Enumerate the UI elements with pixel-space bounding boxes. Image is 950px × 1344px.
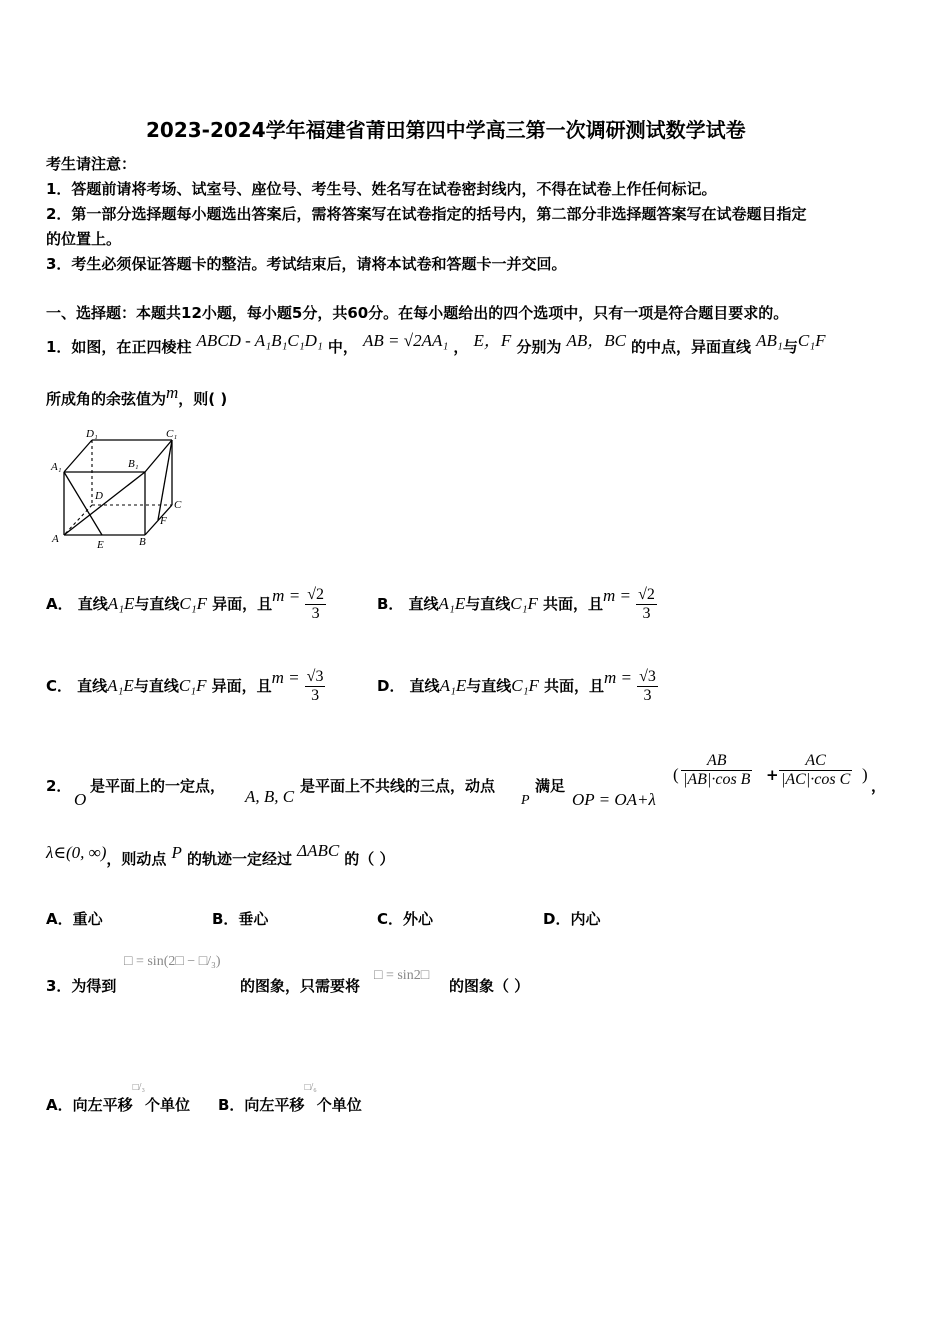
option-letter: C．: [46, 677, 73, 695]
q1-condition: AB = √2AA₁: [363, 331, 449, 350]
option-text: 与直线: [133, 677, 179, 695]
page-title: 2023-2024学年福建省莆田第四中学高三第一次调研测试数学试卷: [146, 118, 746, 142]
label-A: A: [52, 533, 59, 545]
q2-O: O: [74, 790, 87, 809]
q3-option-b-left: B．向左平移: [218, 1096, 305, 1114]
q1-prism: ABCD - A₁B₁C₁D₁: [196, 331, 323, 350]
frac1-den: |AB|·cos B: [683, 771, 751, 788]
q2-P2: P: [171, 843, 182, 862]
q1-option-a[interactable]: [46, 586, 326, 623]
option-text: 直线: [77, 595, 108, 613]
q3-text-2: 的图象，只需要将: [240, 977, 361, 995]
option-text: 直线: [77, 677, 108, 695]
q1-option-d[interactable]: [377, 668, 658, 705]
q2-text-6: 的（ ）: [344, 850, 395, 868]
q2-triangle: ΔABC: [297, 841, 340, 860]
option-line-2: C₁F: [178, 676, 207, 695]
q2-number: 2．: [46, 777, 72, 795]
label-E: E: [97, 539, 104, 551]
q1-ab1: AB₁: [756, 331, 783, 350]
q2-fraction-1: [681, 752, 752, 789]
q3-option-a-left: A．向左平移: [46, 1096, 133, 1114]
q2-close-paren: ): [862, 765, 868, 784]
q1-text-5: 与: [782, 338, 798, 356]
option-letter: A．: [46, 595, 73, 613]
q1-option-b[interactable]: [377, 586, 657, 623]
option-text: 与直线: [466, 677, 512, 695]
q1-m: m: [166, 383, 179, 402]
option-m-eq: m =: [603, 586, 631, 605]
option-fraction: $\frac{√2}{3}$: [638, 586, 655, 622]
q2-P: P: [521, 793, 530, 808]
option-text: 共面，且: [544, 677, 605, 695]
option-text: 直线: [409, 677, 440, 695]
label-D1: D₁: [86, 428, 98, 440]
option-m-eq: m =: [271, 668, 300, 687]
option-text: 异面，且: [212, 595, 273, 613]
q1-c1f: C₁F: [797, 331, 826, 350]
option-text: 异面，且: [211, 677, 272, 695]
q1-ef: E，F: [473, 331, 512, 350]
label-C: C: [174, 499, 182, 511]
q1-option-c[interactable]: [46, 668, 325, 705]
q2-text-5: 的轨迹一定经过: [186, 850, 292, 868]
option-text: 共面，且: [542, 595, 603, 613]
q2-lambda: λ∈(0, ∞): [46, 843, 107, 862]
section-heading: 一、选择题：本题共12小题，每小题5分，共60分。在每小题给出的四个选项中，只有一项是符合题目要求的。: [46, 304, 789, 322]
option-letter: B．: [377, 595, 404, 613]
option-line-1: A₁E: [107, 676, 134, 695]
q1-text-2: 中，: [327, 338, 358, 356]
option-fraction: $\frac{√3}{3}$: [639, 668, 656, 704]
q2-option-b[interactable]: B．垂心: [212, 910, 269, 928]
question-1-stem: 1．如图，在正四棱柱 ABCD - A₁B₁C₁D₁ 中， AB = √2AA₁ ， E，F 分别为 AB，BC 的中点，异面直线 AB₁与C₁F: [46, 331, 826, 356]
option-m-eq: m =: [272, 586, 301, 605]
option-line-1: A₁E: [438, 594, 466, 613]
q3-formula-1: □ = sin(2□ − □/₃): [124, 954, 221, 969]
label-F: F: [160, 515, 167, 527]
q2-line2: [46, 841, 395, 869]
q2-plus: +: [766, 766, 779, 784]
option-text: 与直线: [465, 595, 511, 613]
q3-text-3: 的图象（ ）: [449, 977, 530, 995]
label-A1: A₁: [51, 461, 62, 473]
q3-option-a-right: 个单位: [144, 1096, 190, 1114]
frac2-num: AC: [779, 752, 852, 771]
q1-line2-end: ，则( ): [178, 390, 228, 408]
q2-fraction-2: [779, 752, 852, 789]
label-D: D: [95, 490, 103, 502]
q3-option-a[interactable]: [46, 1082, 190, 1115]
option-m-eq: m =: [604, 668, 633, 687]
notice-item-1: 1．答题前请将考场、试室号、座位号、考生号、姓名写在试卷密封线内，不得在试卷上作任何标记。: [46, 180, 717, 198]
option-fraction: $\frac{√2}{3}$: [307, 586, 325, 622]
option-letter: D．: [377, 677, 405, 695]
prism-figure: [46, 425, 196, 555]
q1-text-3: 分别为: [516, 338, 562, 356]
q2-text-3: 满足: [535, 777, 566, 795]
option-line-2: C₁F: [179, 594, 208, 613]
q2-text-4: ，则动点: [106, 850, 167, 868]
q1-line2-text: 所成角的余弦值为: [46, 390, 167, 408]
option-line-2: C₁F: [511, 676, 539, 695]
q2-abc: A, B, C: [245, 787, 295, 806]
q3-text-1: 3．为得到: [46, 977, 117, 995]
label-B1: B₁: [128, 458, 139, 470]
option-line-2: C₁F: [510, 594, 538, 613]
notice-item-3: 3．考生必须保证答题卡的整洁。考试结束后，请将本试卷和答题卡一并交回。: [46, 255, 567, 273]
q2-text-1: 是平面上的一定点，: [90, 777, 226, 795]
q3-option-b-right: 个单位: [316, 1096, 362, 1114]
notice-item-2: 2．第一部分选择题每小题选出答案后，需将答案写在试卷指定的括号内，第二部分非选择题答案写在试卷题目指定: [46, 205, 807, 223]
q2-open-paren: (: [673, 765, 679, 784]
q2-equation: OP = OA+λ: [572, 790, 656, 809]
q2-option-a[interactable]: A．重心: [46, 910, 103, 928]
q1-ab-bc: AB，BC: [566, 331, 626, 350]
q3-option-a-fraction: □/₃: [132, 1082, 145, 1093]
frac1-num: AB: [681, 752, 752, 771]
option-fraction: $\frac{√3}{3}$: [306, 668, 324, 704]
frac2-den: |AC|·cos C: [781, 771, 851, 788]
label-C1: C₁: [166, 428, 178, 440]
notice-heading: 考生请注意：: [46, 155, 137, 173]
option-line-1: A₁E: [439, 676, 467, 695]
question-1-stem-line2: [46, 383, 228, 409]
q1-text-1: 1．如图，在正四棱柱: [46, 338, 192, 356]
option-line-1: A₁E: [107, 594, 135, 613]
q2-option-d[interactable]: D．内心: [543, 910, 601, 928]
q1-text-4: 的中点，异面直线: [631, 338, 752, 356]
option-text: 直线: [408, 595, 439, 613]
q2-option-c[interactable]: C．外心: [377, 910, 434, 928]
q3-option-b[interactable]: [218, 1082, 362, 1115]
q3-option-b-fraction: □/₆: [304, 1082, 317, 1093]
label-B: B: [139, 536, 146, 548]
q3-formula-2: □ = sin2□: [374, 968, 430, 983]
option-text: 与直线: [134, 595, 180, 613]
q2-text-2: 是平面上不共线的三点，动点: [300, 777, 496, 795]
notice-item-2-cont: 的位置上。: [46, 230, 122, 248]
q2-comma: ，: [871, 777, 887, 795]
